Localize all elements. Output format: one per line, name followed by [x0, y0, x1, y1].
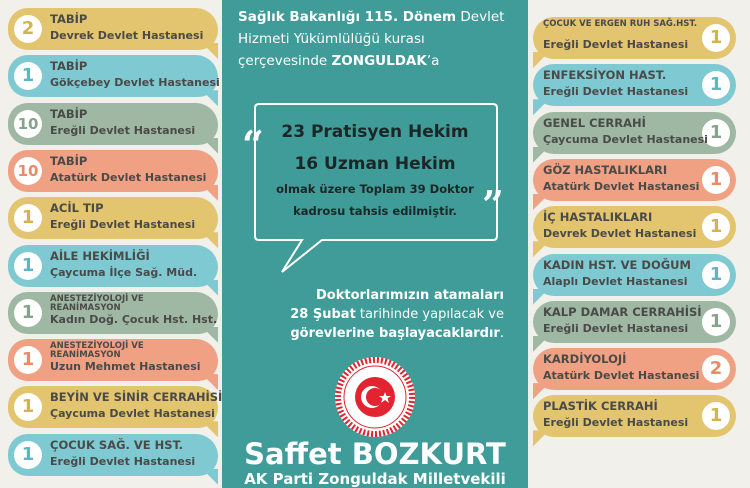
- headline-line2: Hizmeti Yükümlülüğü kurası: [238, 31, 425, 47]
- close-quote-icon: ”: [482, 182, 504, 227]
- count-badge: 1: [702, 166, 730, 194]
- allocation-card: [533, 254, 736, 296]
- specialty-label: BEYİN VE SİNİR CERRAHİSİ: [50, 390, 223, 405]
- specialty-label: ANESTEZİYOLOJİ VE REANİMASYON: [50, 341, 144, 361]
- specialty-label: KALP DAMAR CERRAHİSİ: [543, 304, 702, 319]
- count-badge: 1: [14, 393, 42, 421]
- allocation-card: [8, 103, 218, 145]
- quote-line: olmak üzere Toplam 39 Doktor: [276, 182, 474, 196]
- hospital-label: Gökçebey Devlet Hastanesi: [50, 76, 220, 90]
- quote-line: kadrosu tahsis edilmiştir.: [293, 204, 457, 218]
- specialty-label: TABİP: [50, 106, 88, 121]
- count-badge: 1: [702, 213, 730, 241]
- count-badge: 10: [14, 157, 42, 185]
- open-quote-icon: “: [242, 122, 264, 167]
- specialty-label: AİLE HEKİMLİĞİ: [50, 248, 150, 263]
- specialty-label: ACİL TIP: [50, 201, 104, 216]
- hospital-label: Çaycuma Devlet Hastanesi: [50, 407, 215, 421]
- quote-line: 16 Uzman Hekim: [294, 154, 456, 174]
- note-line: tarihinde yapılacak ve: [355, 307, 504, 322]
- note-date: 28 Şubat: [290, 307, 356, 322]
- specialty-label: ÇOCUK VE ERGEN RUH SAĞ.HST.: [543, 19, 698, 29]
- specialty-label: GENEL CERRAHİ: [543, 115, 646, 130]
- count-badge: 2: [702, 355, 730, 383]
- specialty-label: KARDİYOLOJİ: [543, 352, 627, 367]
- allocation-card: [533, 159, 736, 201]
- note-line: Doktorlarımızın atamaları: [316, 288, 504, 303]
- allocation-card: [533, 64, 736, 106]
- hospital-label: Atatürk Devlet Hastanesi: [50, 170, 207, 184]
- allocation-card: [533, 206, 736, 248]
- hospital-label: Ereğli Devlet Hastanesi: [50, 123, 196, 137]
- count-badge: 10: [14, 110, 42, 138]
- hospital-label: Ereğli Devlet Hastanesi: [50, 454, 196, 468]
- specialty-label: ANESTEZİYOLOJİ VE REANİMASYON: [50, 293, 144, 313]
- allocation-card: [533, 348, 736, 390]
- count-badge: 1: [702, 119, 730, 147]
- hospital-label: Uzun Mehmet Hastanesi: [50, 360, 201, 374]
- allocation-card: [533, 112, 736, 154]
- headline-bold: Sağlık Bakanlığı 115. Dönem: [238, 9, 457, 25]
- note-line: .: [499, 326, 504, 341]
- hospital-label: Alaplı Devlet Hastanesi: [543, 274, 688, 288]
- note-line: görevlerine başlayacaklardır: [290, 326, 500, 341]
- hospital-label: Atatürk Devlet Hastanesi: [543, 179, 700, 193]
- allocation-card: [8, 55, 218, 97]
- allocation-card: [8, 386, 223, 428]
- specialty-label: ENFEKSİYON HAST.: [543, 68, 667, 83]
- hospital-label: Ereğli Devlet Hastanesi: [543, 321, 689, 335]
- count-badge: 2: [14, 15, 42, 43]
- deputy-name: Saffet BOZKURT: [244, 437, 506, 471]
- specialty-label: TABİP: [50, 12, 88, 26]
- appointment-note: [290, 286, 504, 343]
- count-badge: 1: [702, 402, 730, 430]
- hospital-label: Devrek Devlet Hastanesi: [50, 29, 204, 42]
- count-badge: 1: [14, 252, 42, 280]
- count-badge: 1: [14, 62, 42, 90]
- count-badge: 1: [702, 71, 730, 99]
- hospital-label: Ereğli Devlet Hastanesi: [50, 218, 196, 232]
- hospital-label: Çaycuma İlçe Sağ. Müd.: [50, 265, 198, 279]
- count-badge: 1: [14, 204, 42, 232]
- specialty-label: TABİP: [50, 59, 88, 74]
- count-badge: 1: [14, 441, 42, 469]
- quote-line: 23 Pratisyen Hekim: [281, 122, 469, 142]
- allocation-card: [8, 8, 218, 50]
- count-badge: 1: [14, 346, 42, 374]
- hospital-label: Ereğli Devlet Hastanesi: [543, 38, 689, 51]
- headline-suffix: ’a: [426, 53, 440, 69]
- hospital-label: Ereğli Devlet Hastanesi: [543, 85, 689, 99]
- allocation-card: [8, 434, 218, 476]
- allocation-card: [8, 292, 218, 334]
- specialty-label: TABİP: [50, 153, 88, 168]
- count-badge: 1: [14, 299, 42, 327]
- specialty-label: KADIN HST. VE DOĞUM: [543, 257, 691, 272]
- hospital-label: Ereğli Devlet Hastanesi: [543, 416, 689, 430]
- tbmm-seal-logo: [334, 356, 416, 438]
- hospital-label: Kadın Doğ. Çocuk Hst. Hst.: [50, 312, 218, 326]
- hospital-label: Çaycuma Devlet Hastanesi: [543, 132, 708, 146]
- specialty-label: PLASTİK CERRAHİ: [543, 399, 658, 414]
- center-panel: [222, 0, 528, 488]
- allocation-card: [533, 395, 736, 437]
- count-badge: 1: [702, 24, 730, 52]
- allocation-card: [8, 150, 218, 192]
- headline-text: Devlet: [456, 9, 505, 25]
- allocation-card: [533, 17, 736, 59]
- specialty-label: ÇOCUK SAĞ. VE HST.: [50, 437, 184, 452]
- specialty-label: GÖZ HASTALIKLARI: [543, 162, 668, 177]
- hospital-label: Devrek Devlet Hastanesi: [543, 227, 697, 241]
- allocation-card: [8, 339, 218, 381]
- headline-text3: çerçevesinde: [238, 53, 332, 69]
- allocation-card: [8, 245, 218, 287]
- speech-bubble: [222, 0, 528, 290]
- count-badge: 1: [702, 261, 730, 289]
- allocation-card: [8, 197, 218, 239]
- allocation-card: [533, 301, 736, 343]
- deputy-title: AK Parti Zonguldak Milletvekili: [244, 470, 506, 488]
- specialty-label: İÇ HASTALIKLARI: [543, 210, 653, 225]
- count-badge: 1: [702, 308, 730, 336]
- headline-city: ZONGULDAK: [331, 53, 427, 69]
- hospital-label: Atatürk Devlet Hastanesi: [543, 369, 700, 383]
